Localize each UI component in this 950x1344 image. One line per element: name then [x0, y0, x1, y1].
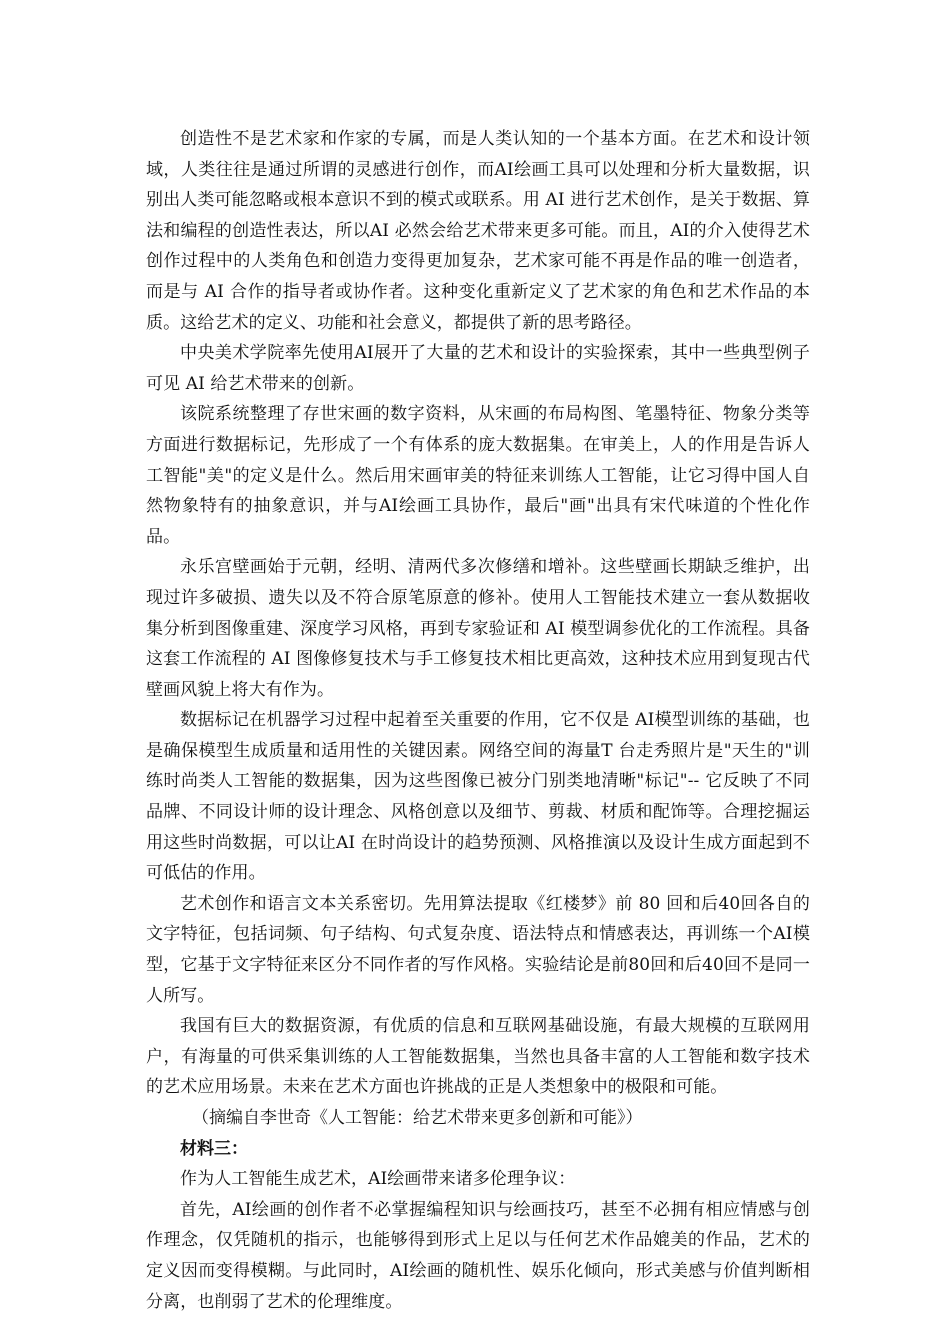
document-page	[146, 124, 810, 1317]
paragraph-creativity: 创造性不是艺术家和作家的专属，而是人类认知的一个基本方面。在艺术和设计领域，人类往往是通过所谓的灵感进行创作，而AI绘画工具可以处理和分析大量数据，识别出人类可能忽略或根本意识不到的模式或联系。用 AI 进行艺术创作，是关于数据、算法和编程的创造性表达，所以AI 必然会给艺术带来更多可能。而且，AI的介入使得艺术创作过程中的人类角色和创造力变得更加复杂，艺术家可能不再是作品的唯一创造者，而是与 AI 合作的指导者或协作者。这种变化重新定义了艺术家的角色和艺术作品的本质。这给艺术的定义、功能和社会意义，都提供了新的思考路径。	[146, 129, 810, 333]
source-citation: （摘编自李世奇《人工智能：给艺术带来更多创新和可能》）	[192, 1108, 643, 1128]
paragraph-data-labeling: 数据标记在机器学习过程中起着至关重要的作用，它不仅是 AI模型训练的基础，也是确保模型生成质量和适用性的关键因素。网络空间的海量T 台走秀照片是"天生的"训练时尚类人工智能的数据集，因为这些图像已被分门别类地清晰"标记"-- 它反映了不同品牌、不同设计师的设计理念、风格创意以及细节、剪裁、材质和配饰等。合理挖掘运用这些时尚数据，可以让AI 在时尚设计的趋势预测、风格推演以及设计生成方面起到不可低估的作用。	[146, 710, 810, 884]
paragraph-yongle-murals: 永乐宫壁画始于元朝，经明、清两代多次修缮和增补。这些壁画长期缺乏维护，出现过许多破损、遗失以及不符合原笔原意的修补。使用人工智能技术建立一套从数据收集分析到图像重建、深度学习风格，再到专家验证和 AI 模型调参优化的工作流程。具备这套工作流程的 AI 图像修复技术与手工修复技术相比更高效，这种技术应用到复现古代壁画风貌上将大有作为。	[146, 557, 810, 700]
paragraph-song-painting: 该院系统整理了存世宋画的数字资料，从宋画的布局构图、笔墨特征、物象分类等方面进行数据标记，先形成了一个有体系的庞大数据集。在审美上，人的作用是告诉人工智能"美"的定义是什么。然后用宋画审美的特征来训练人工智能，让它习得中国人自然物象特有的抽象意识，并与AI绘画工具协作，最后"画"出具有宋代味道的个性化作品。	[146, 404, 810, 547]
paragraph-ethics-first: 首先，AI绘画的创作者不必掌握编程知识与绘画技巧，甚至不必拥有相应情感与创作理念，仅凭随机的指示，也能够得到形式上足以与任何艺术作品媲美的作品，艺术的定义因而变得模糊。与此同时，AI绘画的随机性、娱乐化倾向，形式美感与价值判断相分离，也削弱了艺术的伦理维度。	[146, 1199, 810, 1312]
paragraph-cafa-intro: 中央美术学院率先使用AI展开了大量的艺术和设计的实验探索，其中一些典型例子可见 AI 给艺术带来的创新。	[146, 343, 810, 394]
paragraph-data-resources: 我国有巨大的数据资源，有优质的信息和互联网基础设施，有最大规模的互联网用户，有海量的可供采集训练的人工智能数据集，当然也具备丰富的人工智能和数字技术的艺术应用场景。未来在艺术方面也许挑战的正是人类想象中的极限和可能。	[146, 1016, 810, 1098]
paragraph-ethics-intro: 作为人工智能生成艺术，AI绘画带来诸多伦理争议：	[180, 1169, 576, 1190]
paragraph-red-chamber: 艺术创作和语言文本关系密切。先用算法提取《红楼梦》前 80 回和后40回各自的文字特征，包括词频、句子结构、句式复杂度、语法特点和情感表达，再训练一个AI模型，它基于文字特征来区分不同作者的写作风格。实验结论是前80回和后40回不是同一人所写。	[146, 893, 810, 1006]
section-heading-material-three: 材料三：	[180, 1138, 248, 1159]
